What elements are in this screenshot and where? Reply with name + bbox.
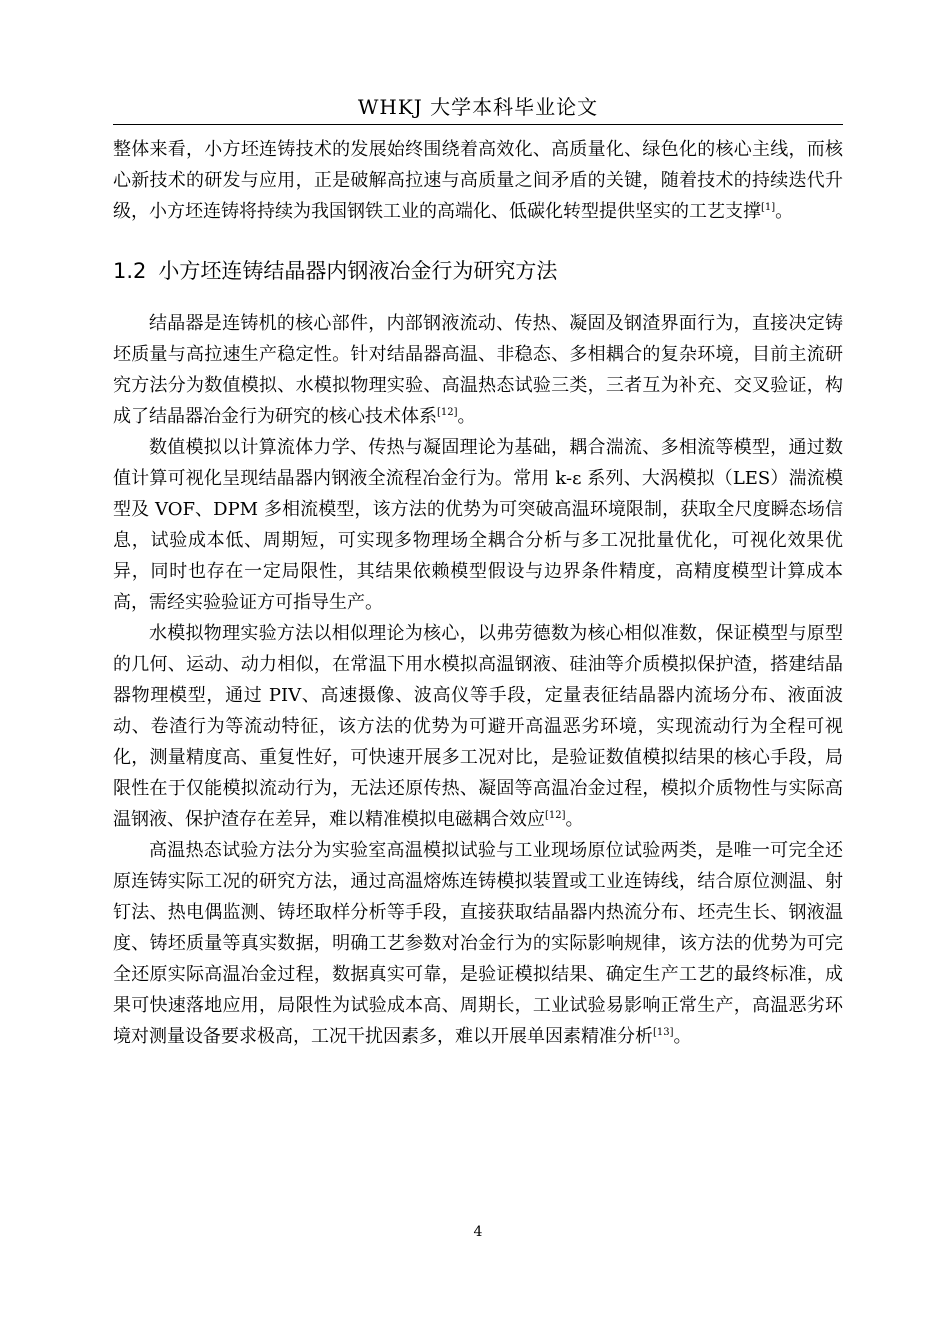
paragraph-hot-test: 高温热态试验方法分为实验室高温模拟试验与工业现场原位试验两类，是唯一可完全还原连铸实际工况的研究方法，通过高温熔炼连铸模拟装置或工业连铸线，结合原位测温、射钉法、热电偶监测、铸坯取样分析等手段，直接获取结晶器内热流分布、坯壳生长、钢液温度、铸坯质量等真实数据，明确工艺参数对冶金行为的实际影响规律，该方法的优势为可完全还原实际高温冶金过程，数据真实可靠，是验证模拟结果、确定生产工艺的最终标准，成果可快速落地应用，局限性为试验成本高、周期长，工业试验易影响正常生产，高温恶劣环境对测量设备要求极高，工况干扰因素多，难以开展单因素精准分析[13]。 <box>113 840 843 1047</box>
citation-ref[interactable]: [12] <box>437 407 458 418</box>
citation-ref[interactable]: [1] <box>761 202 776 213</box>
section-number: 1.2 <box>113 259 147 283</box>
citation-ref[interactable]: [12] <box>545 810 566 821</box>
paragraph-mold-intro: 结晶器是连铸机的核心部件，内部钢液流动、传热、凝固及钢渣界面行为，直接决定铸坯质量与高拉速生产稳定性。针对结晶器高温、非稳态、多相耦合的复杂环境，目前主流研究方法分为数值模拟、水模拟物理实验、高温热态试验三类，三者互为补充、交叉验证，构成了结晶器冶金行为研究的核心技术体系[12]。 <box>113 313 843 427</box>
section-heading <box>113 256 843 286</box>
page-number: 4 <box>473 1224 483 1240</box>
paragraph-overview: 整体来看，小方坯连铸技术的发展始终围绕着高效化、高质量化、绿色化的核心主线，而核心新技术的研发与应用，正是破解高拉速与高质量之间矛盾的关键，随着技术的持续迭代升级，小方坯连铸将持续为我国钢铁工业的高端化、低碳化转型提供坚实的工艺支撑[1]。 <box>113 139 843 222</box>
section-title: 小方坯连铸结晶器内钢液冶金行为研究方法 <box>158 259 558 283</box>
paragraph-numerical-simulation: 数值模拟以计算流体力学、传热与凝固理论为基础，耦合湍流、多相流等模型，通过数值计算可视化呈现结晶器内钢液全流程冶金行为。常用 k-ε 系列、大涡模拟（LES）湍流模型及 VOF、DPM 多相流模型，该方法的优势为可突破高温环境限制，获取全尺度瞬态场信息，试验成本低、周期短，可实现多物理场全耦合分析与多工况批量优化，可视化效果优异，同时也存在一定局限性，其结果依赖模型假设与边界条件精度，高精度模型计算成本高，需经实验验证方可指导生产。 <box>113 437 843 613</box>
citation-ref[interactable]: [13] <box>653 1027 674 1038</box>
paragraph-water-model: 水模拟物理实验方法以相似理论为核心，以弗劳德数为核心相似准数，保证模型与原型的几何、运动、动力相似，在常温下用水模拟高温钢液、硅油等介质模拟保护渣，搭建结晶器物理模型，通过 PIV、高速摄像、波高仪等手段，定量表征结晶器内流场分布、液面波动、卷渣行为等流动特征，该方法的优势为可避开高温恶劣环境，实现流动行为全程可视化，测量精度高、重复性好，可快速开展多工况对比，是验证数值模拟结果的核心手段，局限性在于仅能模拟流动行为，无法还原传热、凝固等高温冶金过程，模拟介质物性与实际高温钢液、保护渣存在差异，难以精准模拟电磁耦合效应[12]。 <box>113 623 843 830</box>
page-header: WHKJ 大学本科毕业论文 <box>357 95 599 119</box>
document-body <box>113 134 843 1052</box>
header-divider <box>113 124 843 125</box>
